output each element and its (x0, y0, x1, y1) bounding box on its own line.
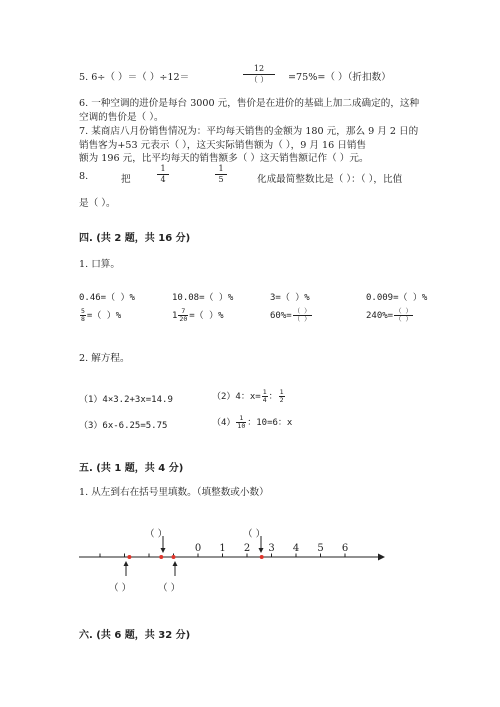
calc8-num: （ ） (395, 307, 413, 315)
calc8-fraction (394, 308, 413, 323)
q8-label: 8. (79, 171, 89, 182)
number-line-point (172, 555, 176, 559)
arrow-down-1-head (161, 548, 166, 553)
calc5-tail: =（ ）% (86, 311, 122, 321)
section4-title: 四. (共 2 题，共 16 分) (79, 233, 191, 244)
number-line-label: 4 (292, 543, 300, 554)
calc6-tail: =（ ）% (189, 311, 224, 321)
calc7-den: （ ） (293, 315, 311, 323)
paren-bottom-1: （ ） (109, 583, 132, 594)
arrow-up-1-head (124, 561, 129, 566)
eq4-num: 1 (236, 415, 246, 423)
number-line-label: 5 (317, 543, 324, 554)
calc-item-2: 10.08=（ ）% (172, 293, 234, 303)
number-line-label: 0 (194, 543, 202, 554)
q8-fraction-2 (215, 164, 227, 185)
q5-fraction (243, 64, 275, 85)
eq4-den: 10 (237, 422, 246, 430)
eq2-f2-den: 2 (279, 396, 284, 404)
calc7-head: 60%= (270, 311, 292, 321)
number-line-label: 1 (219, 543, 226, 554)
number-line-labels (195, 543, 348, 554)
eq2-colon: ： (268, 392, 278, 402)
calc-item-7 (270, 308, 313, 323)
eq4-head: （4） (212, 418, 236, 428)
paren-top-1: （ ） (145, 529, 168, 540)
q8-ba: 把 (121, 174, 131, 185)
arrow-down-2-head (259, 548, 264, 553)
number-line-ticks (100, 554, 345, 558)
equation-4 (212, 415, 292, 430)
calc6-whole: 1 (172, 311, 178, 321)
eq4-tail: ：10=6：x (247, 418, 293, 428)
calc7-num: （ ） (293, 307, 311, 315)
q8-line2: 是（ ）。 (79, 198, 116, 209)
q5-frac-num: 12 (253, 64, 265, 73)
eq2-f1-den: 4 (262, 396, 267, 404)
number-line-label: 6 (341, 543, 349, 554)
eq4-fraction (236, 415, 246, 430)
number-line-arrowhead (378, 554, 385, 561)
equation-3: （3）6x-6.25=5.75 (79, 421, 168, 431)
calc6-den: 20 (179, 315, 188, 323)
equation-1: （1）4×3.2+3x=14.9 (79, 395, 173, 405)
q7-line2: 销售客为+53 元表示（ ），这天实际销售额为（ ），9 月 16 日销售 (79, 140, 367, 151)
eq2-f1-num: 1 (262, 388, 267, 396)
eq2-f2-num: 1 (279, 388, 284, 396)
calc5-fraction (80, 308, 86, 323)
number-line-point (260, 555, 264, 559)
q8-fraction-1 (157, 164, 169, 185)
calc-item-1: 0.46=（ ）% (79, 293, 135, 303)
q6-line1: 6. 一种空调的进价是每台 3000 元，售价是在进价的基础上加二成确定的，这种 (79, 98, 420, 109)
q5-part1: 5. 6÷（ ）＝（ ）÷12＝ (79, 72, 190, 83)
calc-item-8 (366, 308, 414, 323)
equation-2 (212, 389, 286, 404)
calc6-fraction (178, 308, 188, 323)
calc-item-6 (172, 308, 224, 323)
q8-f2-num: 1 (218, 164, 224, 173)
paren-top-2: （ ） (243, 529, 266, 540)
eq2-fraction-1 (262, 389, 268, 404)
calc5-den: 8 (81, 315, 85, 323)
section5-q1: 1. 从左到右在括号里填数。（填整数或小数） (79, 487, 269, 498)
q8-f2-den: 5 (218, 175, 224, 184)
q5-part2: =75%=（ ）（折扣数） (288, 72, 391, 83)
q7-line3: 额为 196 元，比平均每天的销售额多（ ）这天销售额记作（ ）元。 (79, 153, 369, 164)
calc-item-4: 0.009=（ ）% (366, 293, 428, 303)
q5-frac-den: （ ） (249, 75, 269, 84)
q6-line2: 空调的售价是（ ）。 (79, 112, 164, 123)
calc7-fraction (293, 308, 312, 323)
number-line-point (159, 555, 163, 559)
q8-tail: 化成最简整数比是（ ）：（ ），比值 (257, 174, 403, 185)
number-line-point (127, 555, 131, 559)
paren-bottom-2: （ ） (158, 583, 181, 594)
calc-item-5 (79, 308, 121, 323)
calc5-num: 5 (81, 307, 85, 315)
q7-line1: 7. 某商店八月份销售情况为：平均每天销售的金额为 180 元，那么 9 月 2 日的 (79, 126, 419, 137)
section4-q1: 1. 口算。 (79, 259, 120, 270)
number-line-label: 2 (243, 543, 251, 554)
eq2-head: （2）4：x= (212, 392, 261, 402)
number-line-label: 3 (268, 543, 275, 554)
calc8-den: （ ） (395, 315, 413, 323)
calc8-head: 240%= (366, 311, 394, 321)
eq2-fraction-2 (279, 389, 285, 404)
calc-item-3: 3=（ ）% (270, 293, 310, 303)
section4-q2: 2. 解方程。 (79, 353, 130, 364)
section6-title: 六. (共 6 题，共 32 分) (79, 630, 191, 641)
calc6-num: 7 (178, 308, 188, 316)
q8-f1-den: 4 (160, 175, 166, 184)
arrow-up-2-head (173, 561, 178, 566)
section5-title: 五. (共 1 题，共 4 分) (79, 463, 184, 474)
q8-f1-num: 1 (160, 164, 166, 173)
